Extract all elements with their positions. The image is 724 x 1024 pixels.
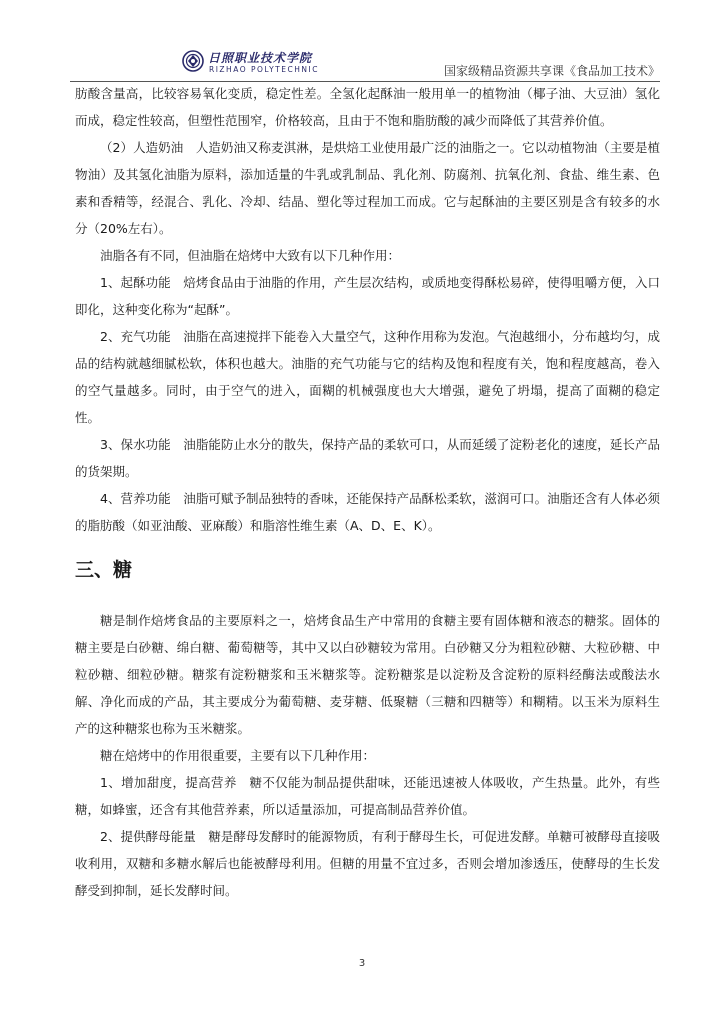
school-name-cn: 日照职业技术学院	[208, 51, 313, 65]
school-name-en: RIZHAO POLYTECHNIC	[209, 65, 319, 74]
paragraph-moisture-function: 3、保水功能 油脂能防止水分的散失，保持产品的柔软可口，从而延缓了淀粉老化的速度，延长产品的货架期。	[75, 437, 660, 479]
paragraph-fat-functions-intro: 油脂各有不同，但油脂在焙烤中大致有以下几种作用：	[100, 248, 401, 263]
page-header	[70, 44, 660, 82]
paragraph-margarine: （2）人造奶油 人造奶油又称麦淇淋，是烘焙工业使用最广泛的油脂之一。它以动植物油（主要是植物油）及其氢化油脂为原料，添加适量的牛乳或乳制品、乳化剂、防腐剂、抗氧化剂、食盐、维生素、色素和香精等，经混合、乳化、冷却、结晶、塑化等过程加工而成。它与起酥油的主要区别是含有较多的水分（20%左右）。	[75, 140, 660, 236]
document-body	[75, 80, 660, 904]
paragraph-yeast-energy-function: 2、提供酵母能量 糖是酵母发酵时的能源物质，有利于酵母生长，可促进发酵。单糖可被酵母直接吸收利用，双糖和多糖水解后也能被酵母利用。但糖的用量不宜过多，否则会增加渗透压，使酵母的生长发酵受到抑制，延长发酵时间。	[75, 829, 660, 898]
paragraph-sugar-intro: 糖是制作焙烤食品的主要原料之一，焙烤食品生产中常用的食糖主要有固体糖和液态的糖浆。固体的糖主要是白砂糖、绵白糖、葡萄糖等，其中又以白砂糖较为常用。白砂糖又分为粗粒砂糖、大粒砂糖、中粒砂糖、细粒砂糖。糖浆有淀粉糖浆和玉米糖浆等。淀粉糖浆是以淀粉及含淀粉的原料经酶法或酸法水解、净化而成的产品，其主要成分为葡萄糖、麦芽糖、低聚糖（三糖和四糖等）和糊精。以玉米为原料生产的这种糖浆也称为玉米糖浆。	[75, 613, 660, 736]
section-title-sugar: 三、糖	[75, 559, 133, 581]
paragraph-nutrition-function: 4、营养功能 油脂可赋予制品独特的香味，还能保持产品酥松柔软，滋润可口。油脂还含有人体必须的脂肪酸（如亚油酸、亚麻酸）和脂溶性维生素（A、D、E、K）。	[75, 491, 660, 533]
course-title: 国家级精品资源共享课《食品加工技术》	[443, 64, 660, 78]
school-logo	[182, 48, 372, 78]
paragraph-aeration-function: 2、充气功能 油脂在高速搅拌下能卷入大量空气，这种作用称为发泡。气泡越细小，分布越均匀，成品的结构就越细腻松软，体积也越大。油脂的充气功能与它的结构及饱和程度有关，饱和程度越高，卷入的空气量越多。同时，由于空气的进入，面糊的机械强度也大大增强，避免了坍塌，提高了面糊的稳定性。	[75, 329, 660, 425]
school-emblem-icon	[182, 50, 204, 72]
paragraph-sugar-functions-intro: 糖在焙烤中的作用很重要，主要有以下几种作用：	[100, 748, 376, 763]
page-number: 3	[358, 958, 366, 969]
paragraph-shortening-function: 1、起酥功能 焙烤食品由于油脂的作用，产生层次结构，或质地变得酥松易碎，使得咀嚼方便，入口即化，这种变化称为“起酥”。	[75, 275, 660, 317]
paragraph-continuation: 肪酸含量高，比较容易氧化变质，稳定性差。全氢化起酥油一般用单一的植物油（椰子油、大豆油）氢化而成，稳定性较高，但塑性范围窄，价格较高，且由于不饱和脂肪酸的减少而降低了其营养价值。	[75, 86, 660, 128]
paragraph-sweetness-function: 1、增加甜度，提高营养 糖不仅能为制品提供甜味，还能迅速被人体吸收，产生热量。此外，有些糖，如蜂蜜，还含有其他营养素，所以适量添加，可提高制品营养价值。	[75, 775, 660, 817]
